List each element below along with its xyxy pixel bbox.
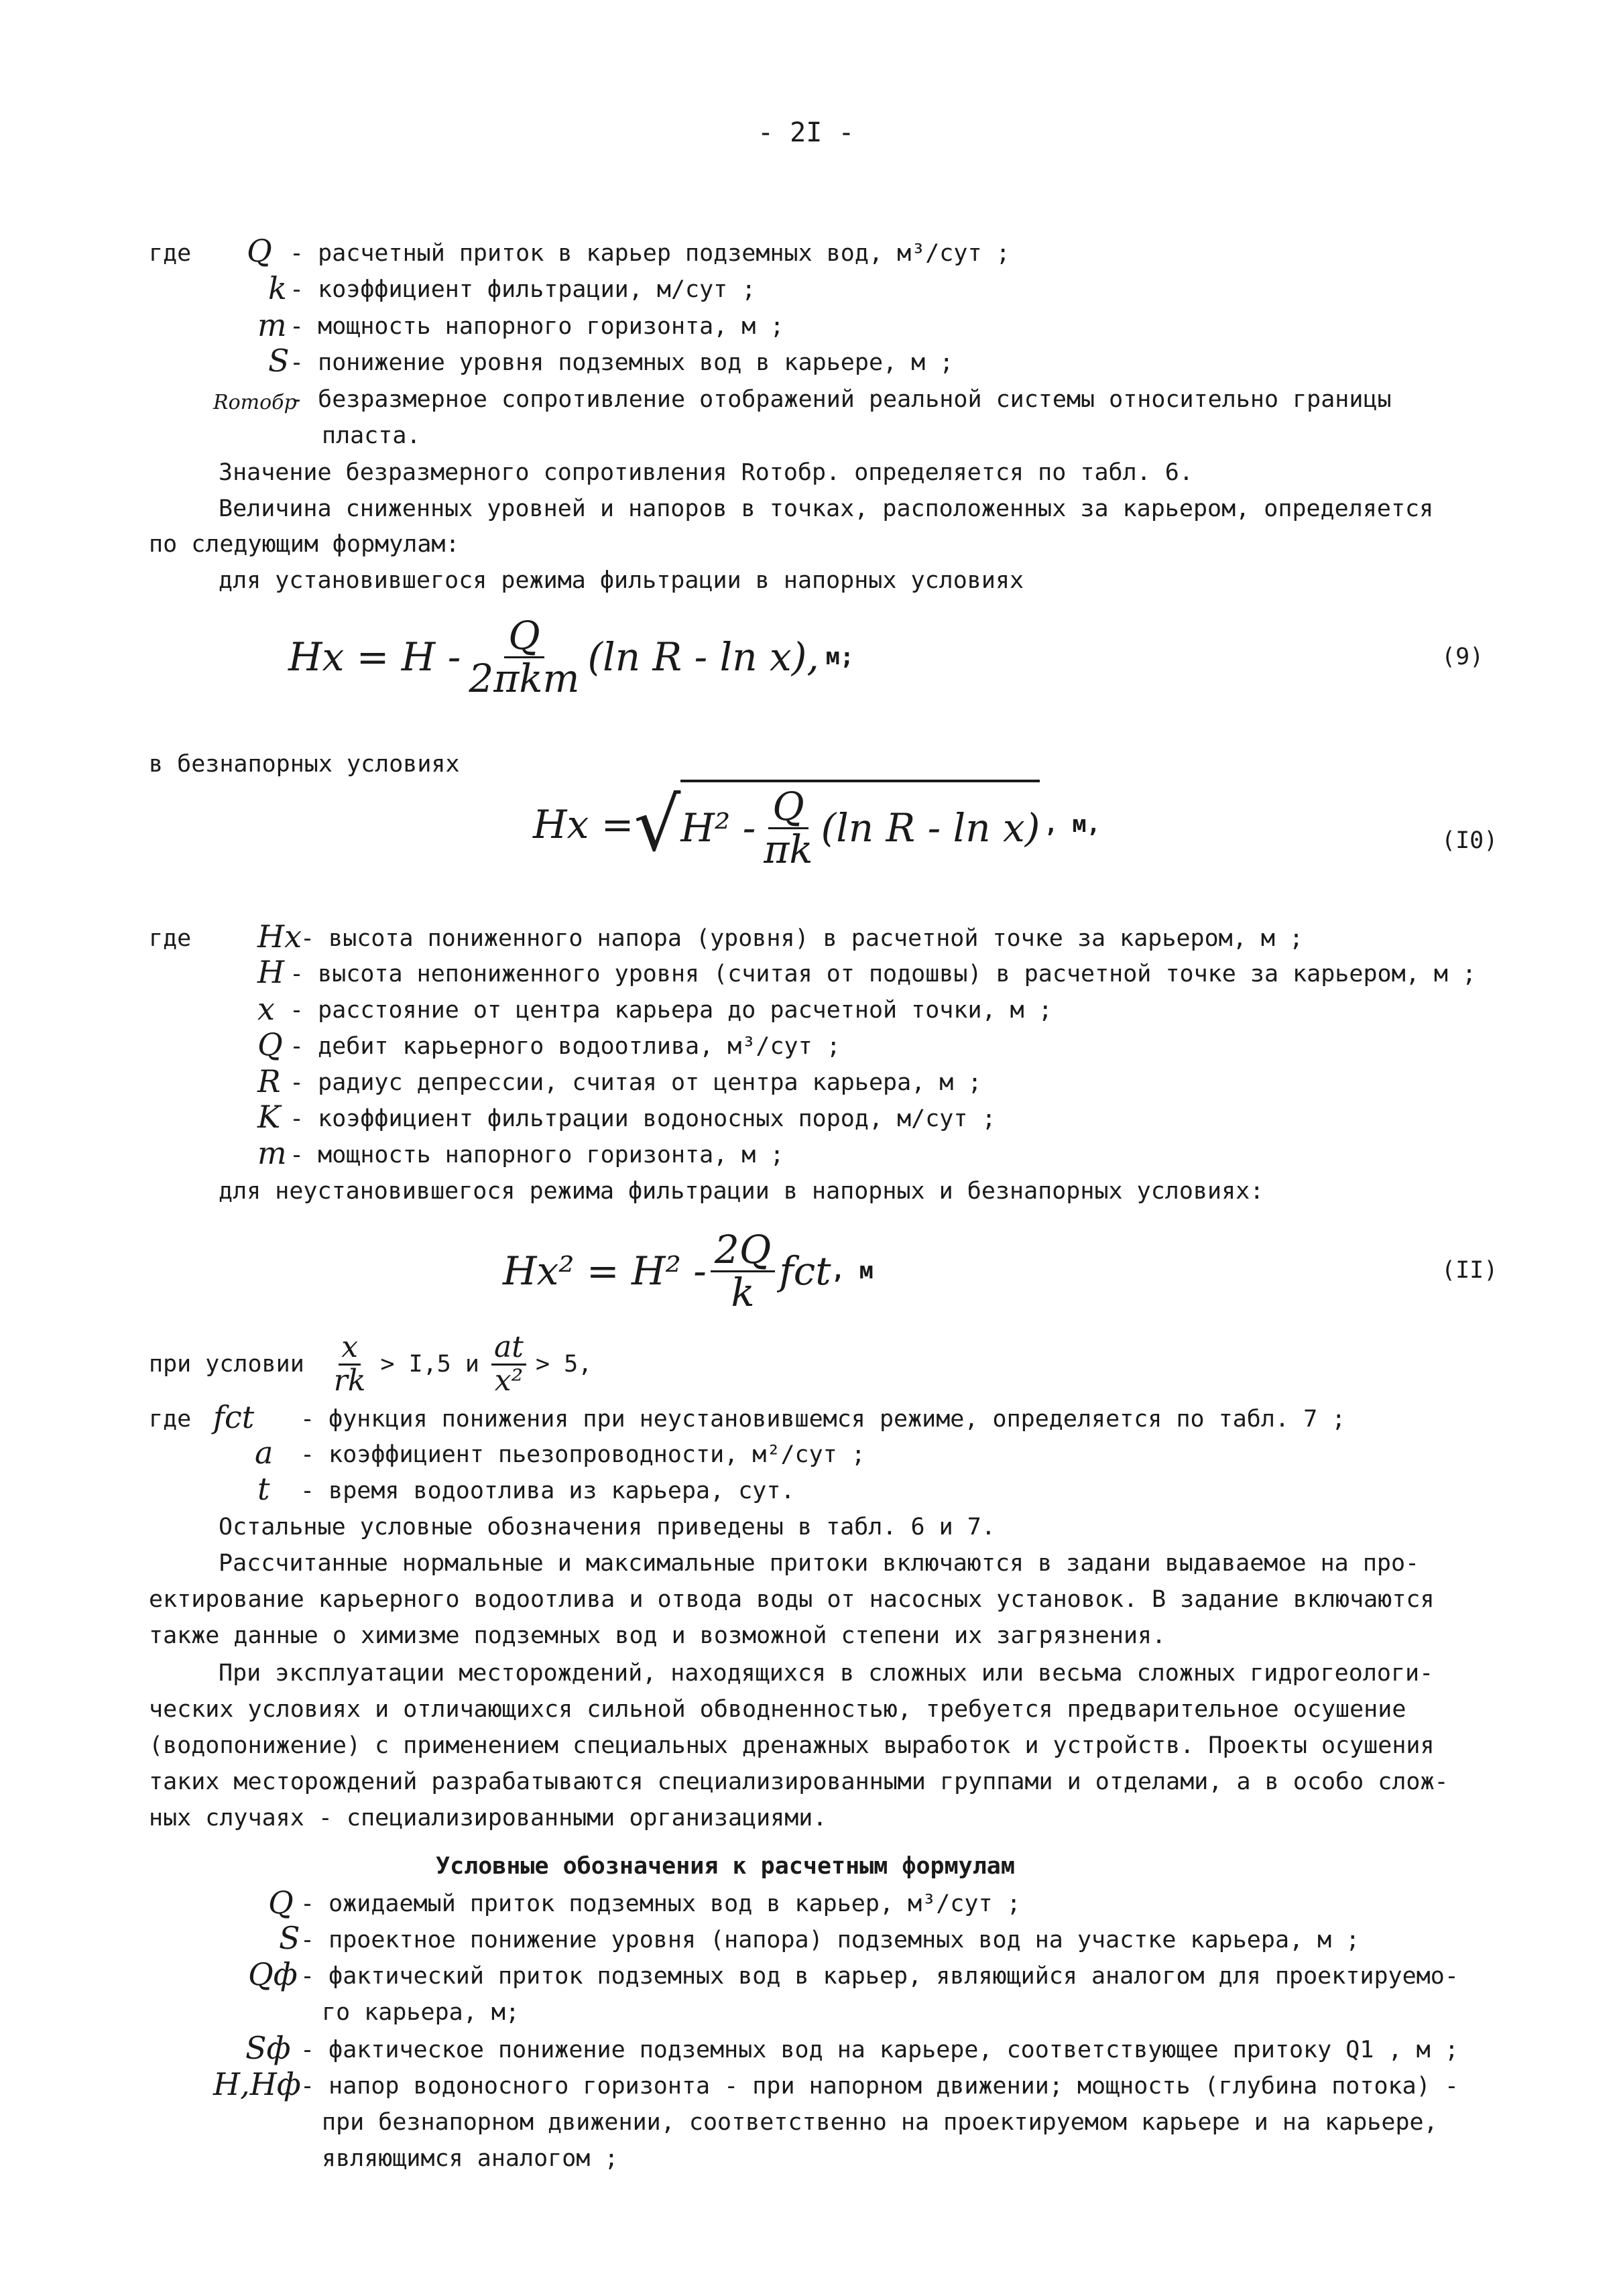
fraction-denominator: k [731, 1269, 755, 1315]
symbol-Rotobr: Rотобр [213, 391, 297, 414]
paragraph-line: для неустановившегося режима фильтрации в напорных и безнапорных условиях: [219, 1178, 1264, 1205]
paragraph-line: Величина сниженных уровней и напоров в точках, расположенных за карьером, определяется [219, 495, 1434, 522]
definition-continuation: при безнапорном движении, соответственно на проектируемом карьере и на карьере, [322, 2109, 1438, 2136]
symbol-Sf: Sф [245, 2030, 291, 2066]
paragraph-line: (водопонижение) с применением специальных дренажных выработок и устройств. Проекты осушения [149, 1732, 1435, 1759]
paragraph-line: Рассчитанные нормальные и максимальные притоки включаются в задани выдаваемое на про- [219, 1550, 1420, 1577]
paragraph-line: Остальные условные обозначения приведены в табл. 6 и 7. [219, 1514, 996, 1540]
definition-continuation: го карьера, м; [322, 1999, 520, 2026]
fraction-denominator: πk [764, 826, 813, 872]
symbol-R: R [257, 1063, 281, 1099]
symbol-S: S [268, 343, 290, 379]
formula-fraction [465, 612, 583, 701]
definition-line: - мощность напорного горизонта, м ; [290, 313, 784, 340]
where-label: где [149, 925, 192, 952]
paragraph-line: ных случаях - специализированными организациями. [149, 1805, 827, 1831]
symbol-fct: fct [213, 1399, 255, 1435]
paragraph-line: по следующим формулам: [149, 531, 460, 558]
fraction-denominator: 2πkm [469, 655, 580, 701]
symbol-x: x [257, 991, 275, 1027]
fraction-denominator: x² [494, 1363, 524, 1398]
definition-line: - высота пониженного напора (уровня) в расчетной точке за карьером, м ; [300, 925, 1304, 952]
radicand [680, 780, 1040, 870]
paragraph-line: таких месторождений разрабатываются специализированными группами и отделами, а в особо слож- [149, 1768, 1449, 1795]
symbol-H-Hf: H,Hф [213, 2066, 301, 2102]
formula-10 [533, 764, 1101, 885]
fraction-numerator: at [491, 1332, 526, 1365]
symbol-a: a [255, 1435, 274, 1471]
definition-line: - расстояние от центра карьера до расчетной точки, м ; [290, 997, 1053, 1024]
definition-line: - напор водоносного горизонта - при напорном движении; мощность (глубина потока) - [300, 2073, 1459, 2100]
paragraph-line: для установившегося режима фильтрации в напорных условиях [219, 567, 1024, 594]
definition-line: - проектное понижение уровня (напора) подземных вод на участке карьера, м ; [300, 1927, 1360, 1953]
definition-line: - время водоотлива из карьера, сут. [300, 1477, 795, 1504]
formula-rhs: (ln R - ln x) [821, 805, 1040, 851]
paragraph-line: ектирование карьерного водоотлива и отвода воды от насосных установок. В задание включаются [149, 1586, 1435, 1613]
where-label: где [149, 240, 192, 267]
definition-line: - безразмерное сопротивление отображений реальной системы относительно границы [290, 386, 1392, 413]
definition-continuation: являющимся аналогом ; [322, 2145, 619, 2172]
definition-line: - коэффициент фильтрации водоносных пород, м/сут ; [290, 1105, 996, 1132]
fraction-numerator: Q [504, 615, 544, 658]
symbol-t: t [257, 1471, 270, 1507]
paragraph-line: ческих условиях и отличающихся сильной обводненностью, требуется предварительное осушение [149, 1696, 1406, 1723]
equation-number: (9) [1441, 644, 1484, 670]
symbol-Q: Q [247, 233, 272, 269]
formula-unit: , м [831, 1258, 874, 1284]
paragraph-line: При эксплуатации месторождений, находящихся в сложных или весьма сложных гидрогеологи- [219, 1660, 1434, 1687]
formula-lhs: Hx² = H² - [503, 1248, 707, 1294]
definition-line: - высота непониженного уровня (считая от подошвы) в расчетной точке за карьером, м ; [290, 961, 1477, 987]
symbol-m: m [257, 1135, 287, 1171]
formula-unit: м; [825, 644, 854, 670]
formula-9 [288, 610, 854, 704]
formula-fraction [760, 783, 817, 872]
where-label: где [149, 1406, 192, 1433]
fraction-numerator: 2Q [711, 1229, 775, 1272]
paragraph-line: также данные о химизме подземных вод и возможной степени их загрязнения. [149, 1622, 1166, 1649]
symbol-m: m [257, 307, 287, 343]
fraction-numerator: x [339, 1332, 361, 1365]
definition-line: - мощность напорного горизонта, м ; [290, 1142, 784, 1168]
radical-sign: √ [634, 782, 681, 867]
page-number: - 2I - [758, 117, 855, 148]
symbol-k: k [268, 270, 287, 306]
symbol-Hx: Hx [257, 918, 302, 955]
condition-fraction-1 [331, 1332, 369, 1396]
fraction-denominator: rk [333, 1363, 366, 1398]
definition-continuation: пласта. [322, 422, 421, 449]
definition-line: - функция понижения при неустановившемся режиме, определяется по табл. 7 ; [300, 1406, 1346, 1433]
definition-line: - дебит карьерного водоотлива, м³/сут ; [290, 1033, 841, 1060]
definition-line: - расчетный приток в карьер подземных вод, м³/сут ; [290, 240, 1010, 267]
definition-line: - коэффициент пьезопроводности, м²/сут ; [300, 1441, 865, 1468]
symbol-Qf: Qф [248, 1956, 298, 1992]
formula-fraction [711, 1226, 775, 1315]
symbol-Q: Q [268, 1884, 294, 1921]
condition-fraction-2 [491, 1332, 526, 1396]
definition-line: - фактический приток подземных вод в карьер, являющийся аналогом для проектируемо- [300, 1963, 1459, 1990]
condition-label: при условии [149, 1351, 304, 1378]
formula-lhs: Hx = H - [288, 634, 461, 680]
formula-lhs: Hx = [533, 802, 634, 847]
square-root [634, 780, 1040, 870]
condition-middle: > I,5 и [380, 1351, 480, 1378]
condition-line [149, 1330, 593, 1398]
section-heading: Условные обозначения к расчетным формулам [436, 1853, 1015, 1880]
definition-line: - ожидаемый приток подземных вод в карьер, м³/сут ; [300, 1890, 1021, 1917]
symbol-S: S [279, 1920, 300, 1956]
definition-line: - коэффициент фильтрации, м/сут ; [290, 276, 756, 303]
radicand-lead: H² - [680, 805, 756, 851]
symbol-Q: Q [257, 1026, 283, 1063]
formula-11 [503, 1224, 874, 1318]
formula-rhs: (ln R - ln x), [587, 634, 819, 680]
paragraph-line: в безнапорных условиях [149, 751, 460, 778]
equation-number: (II) [1441, 1257, 1498, 1284]
condition-end: > 5, [535, 1351, 593, 1378]
formula-unit: , м, [1044, 811, 1101, 838]
definition-line: - фактическое понижение подземных вод на карьере, соответствующее притоку Q1 , м ; [300, 2037, 1459, 2063]
symbol-K: K [257, 1099, 281, 1135]
paragraph-line: Значение безразмерного сопротивления Rотобр. определяется по табл. 6. [219, 459, 1193, 486]
formula-rhs: fct [779, 1248, 831, 1294]
fraction-numerator: Q [768, 786, 808, 829]
definition-line: - понижение уровня подземных вод в карьере, м ; [290, 349, 954, 376]
symbol-H: H [257, 954, 285, 990]
equation-number: (I0) [1441, 827, 1498, 854]
definition-line: - радиус депрессии, считая от центра карьера, м ; [290, 1069, 982, 1096]
